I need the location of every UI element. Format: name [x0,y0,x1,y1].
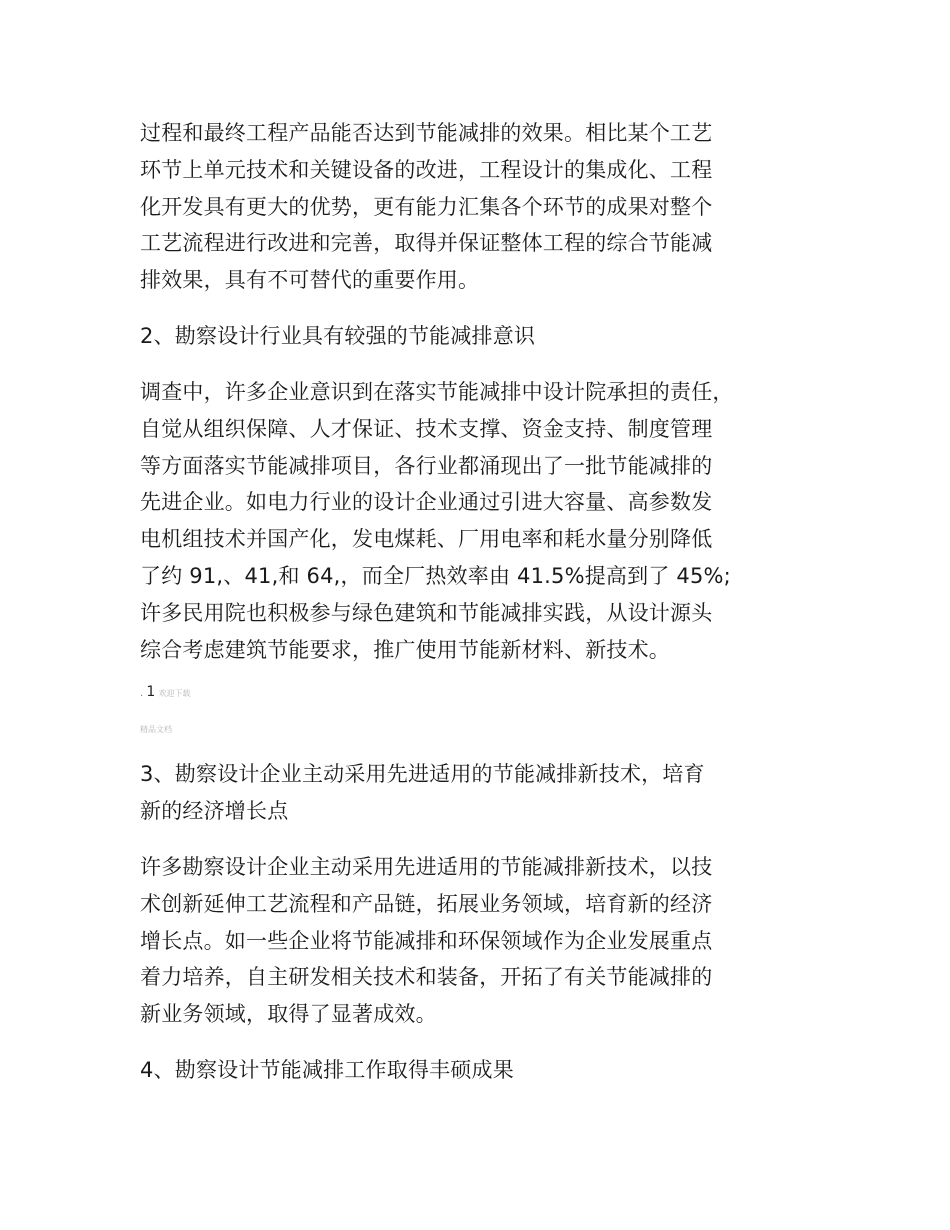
watermark-text: 精品文档 [140,725,172,734]
paragraph-line: 调查中，许多企业意识到在落实节能减排中设计院承担的责任， [140,380,734,404]
paragraph-line: 着力培养，自主研发相关技术和装备，开拓了有关节能减排的 [140,965,713,990]
paragraph-line: 许多民用院也积极参与绿色建筑和节能减排实践，从设计源头 [140,600,713,625]
heading-line: 3、勘察设计企业主动采用先进适用的节能减排新技术，培育 [140,762,705,786]
paragraph-line: 许多勘察设计企业主动采用先进适用的节能减排新技术，以技 [140,855,713,879]
section-heading-3 [140,756,830,830]
heading-line: 2、勘察设计行业具有较强的节能减排意识 [140,324,536,348]
paragraph-1 [140,115,830,299]
heading-line: 新的经济增长点 [140,798,289,823]
section-heading-2 [140,318,830,355]
footer-watermark: 欢迎下载 [158,689,191,698]
heading-line: 4、勘察设计节能减排工作取得丰硕成果 [140,1058,514,1082]
paragraph-line: 化开发具有更大的优势，更有能力汇集各个环节的成果对整个 [140,194,713,219]
paragraph-2 [140,374,830,668]
paragraph-line: 排效果，具有不可替代的重要作用。 [140,268,480,293]
paragraph-line: 环节上单元技术和关键设备的改进，工程设计的集成化、工程 [140,157,713,182]
page-watermark [140,724,172,735]
paragraph-line: 电机组技术并国产化，发电煤耗、厂用电率和耗水量分别降低 [140,527,713,552]
paragraph-line: 先进企业。如电力行业的设计企业通过引进大容量、高参数发 [140,490,713,515]
footer-prefix: . [140,688,144,699]
paragraph-line: 新业务领域，取得了显著成效。 [140,1002,437,1027]
page-number: 1 [146,684,156,700]
section-heading-4 [140,1052,830,1089]
paragraph-line: 了约 91,、41,和 64,，而全厂热效率由 41.5%提高到了 45%; [140,563,731,588]
paragraph-line: 过程和最终工程产品能否达到节能减排的效果。相比某个工艺 [140,121,713,145]
paragraph-line: 工艺流程进行改进和完善，取得并保证整体工程的综合节能减 [140,231,713,256]
paragraph-line: 术创新延伸工艺流程和产品链，拓展业务领域，培育新的经济 [140,891,713,916]
paragraph-line: 等方面落实节能减排项目，各行业都涌现出了一批节能减排的 [140,453,713,478]
page-footer [140,684,190,700]
paragraph-line: 自觉从组织保障、人才保证、技术支撑、资金支持、制度管理 [140,416,713,441]
paragraph-line: 增长点。如一些企业将节能减排和环保领域作为企业发展重点 [140,928,713,953]
paragraph-line: 综合考虑建筑节能要求，推广使用节能新材料、新技术。 [140,637,670,662]
paragraph-3 [140,849,830,1033]
